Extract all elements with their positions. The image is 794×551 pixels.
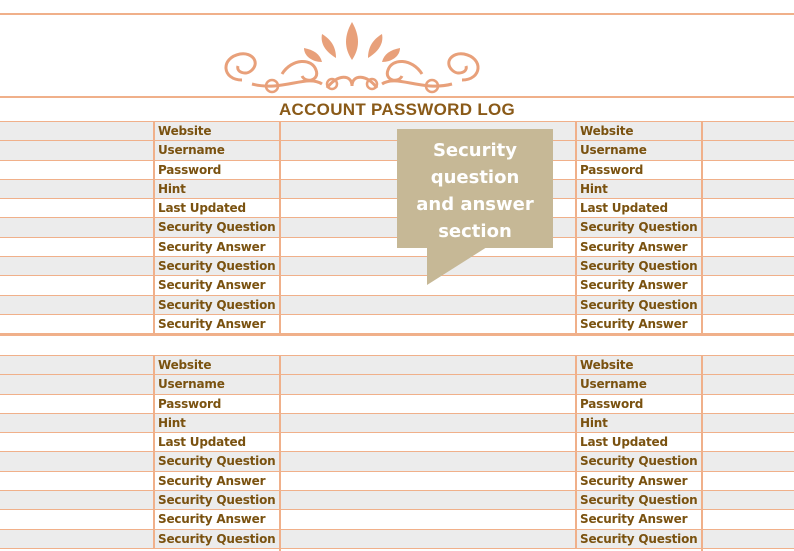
title-underline (0, 96, 794, 98)
field-label: Last Updated (575, 199, 703, 217)
annotation-callout (397, 129, 553, 248)
table-row (0, 414, 794, 433)
table-row (0, 452, 794, 471)
table-row (0, 276, 794, 295)
field-label: Password (575, 161, 703, 179)
callout-line: question (430, 167, 520, 188)
table-row (0, 395, 794, 414)
callout-line: and answer (416, 194, 534, 215)
field-label: Security Question (153, 530, 281, 548)
field-label: Website (575, 356, 703, 374)
field-label: Last Updated (153, 199, 281, 217)
table-row (0, 296, 794, 315)
field-label: Security Question (575, 491, 703, 509)
field-label: Security Question (575, 296, 703, 314)
block-separator (0, 334, 794, 336)
page-title: ACCOUNT PASSWORD LOG (278, 100, 516, 119)
field-label: Security Question (575, 218, 703, 236)
field-label: Security Answer (153, 472, 281, 490)
flourish-ornament (212, 18, 492, 98)
table-row (0, 375, 794, 394)
field-label: Security Answer (153, 276, 281, 294)
column-divider (279, 122, 281, 335)
field-label: Username (575, 141, 703, 159)
field-label: Security Answer (153, 315, 281, 333)
table-row (0, 257, 794, 276)
field-label: Website (153, 122, 281, 140)
table-row (0, 433, 794, 452)
field-label: Last Updated (575, 433, 703, 451)
table-row (0, 472, 794, 491)
field-label: Security Answer (575, 472, 703, 490)
table-row (0, 315, 794, 334)
table-row (0, 510, 794, 529)
field-label: Security Question (153, 296, 281, 314)
field-label: Password (153, 395, 281, 413)
field-label: Security Answer (153, 238, 281, 256)
callout-pointer (427, 247, 487, 287)
field-label: Username (153, 375, 281, 393)
field-label: Username (153, 141, 281, 159)
field-label: Hint (153, 414, 281, 432)
field-label: Hint (575, 180, 703, 198)
field-label: Security Answer (575, 510, 703, 528)
field-label: Security Answer (575, 315, 703, 333)
field-label: Security Question (575, 530, 703, 548)
field-label: Password (153, 161, 281, 179)
field-label: Security Question (575, 452, 703, 470)
field-label: Security Question (153, 257, 281, 275)
table-row (0, 356, 794, 375)
field-label: Username (575, 375, 703, 393)
field-label: Hint (153, 180, 281, 198)
field-label: Security Question (575, 257, 703, 275)
field-label: Security Question (153, 452, 281, 470)
field-label: Website (575, 122, 703, 140)
column-divider (279, 356, 281, 551)
field-label: Security Question (153, 218, 281, 236)
top-border (0, 13, 794, 15)
table-row (0, 530, 794, 549)
column-divider (701, 122, 703, 335)
column-divider (701, 356, 703, 551)
callout-line: Security (432, 140, 518, 161)
table-row (0, 491, 794, 510)
entry-block-2 (0, 356, 794, 549)
field-label: Security Answer (153, 510, 281, 528)
field-label: Security Answer (575, 276, 703, 294)
field-label: Website (153, 356, 281, 374)
field-label: Last Updated (153, 433, 281, 451)
field-label: Security Question (153, 491, 281, 509)
field-label: Hint (575, 414, 703, 432)
field-label: Password (575, 395, 703, 413)
field-label: Security Answer (575, 238, 703, 256)
callout-line: section (438, 221, 512, 242)
